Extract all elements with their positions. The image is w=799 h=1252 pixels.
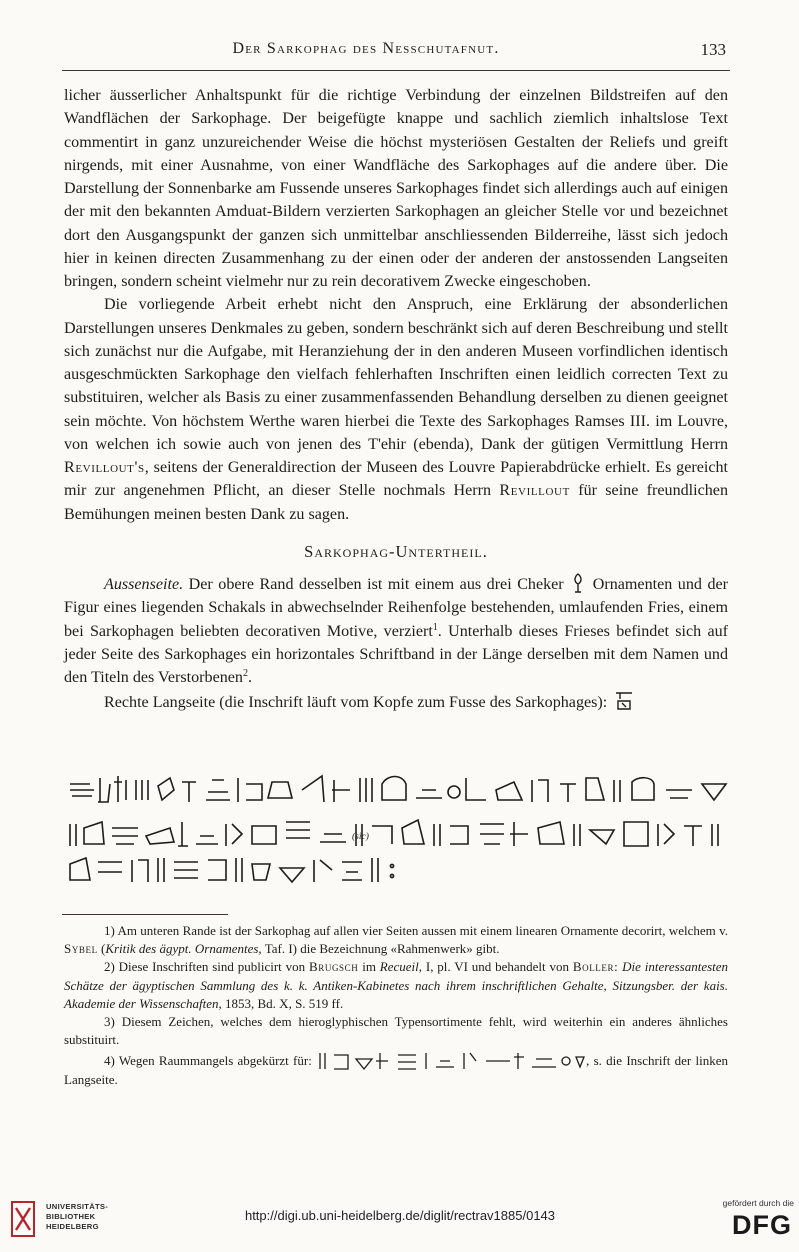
person-name-revillout-2: Revillout <box>499 482 570 500</box>
paragraph-2-text-a: Die vorliegende Arbeit erhebt nicht den Anspruch, eine Erklärung der absonderlichen Darstellungen unseres Denkmales zu geben, sondern beschränkt sich auf deren Beschreibung und stellt sich zunächst nur die Aufgabe, mit Heranziehung der in den anderen Museen vorfindlichen identisch ausgeschmückten Sarkophage den vielfach fehlerhaften Inschriften einen leidlich correcten Text zu substituiren, welcher als Basis zu einer zusammenfassenden Behandlung derselben zu dienen geeignet sein möchte. Von höchstem Werthe waren hierbei die Texte des Sarkophages Ramses III. im Louvre, von welchen ich sowie auch von jenen des T'ehir (ebenda), Dank der gütigen Vermittlung Herrn <box>64 296 728 453</box>
paragraph-3 <box>64 573 728 689</box>
footnote-4-text-a: 4) Wegen Raummangels abgekürzt für: <box>104 1053 312 1069</box>
footnote-2-name-brugsch: Brugsch <box>308 959 359 975</box>
footnote-2 <box>64 958 728 1013</box>
library-seal-icon <box>8 1200 38 1238</box>
hieroglyph-line-3 <box>66 850 406 890</box>
footnote-2-text-c: I, pl. VI und behandelt von <box>425 959 569 975</box>
footnote-1-text-a: 1) Am unteren Rande ist der Sarkophag auf allen vier Seiten aussen mit einem linearen Ornamente decorirt, welchem v. <box>104 923 728 938</box>
footnote-2-text-a: 2) Diese Inschriften sind publicirt von <box>104 959 306 975</box>
library-line-3: HEIDELBERG <box>46 1222 99 1231</box>
footnotes <box>64 922 728 1090</box>
body-text <box>64 84 728 715</box>
paragraph-2-text-b: , seitens der Generaldirection der Museen des Louvre Papierabdrücke erhielt. Es gereicht mir zur angenehmen Pflicht, an dieser Stelle nochmals Herrn <box>64 459 728 500</box>
footnote-ref-2[interactable]: 2 <box>242 668 248 679</box>
footnote-2-text-d: 1853, Bd. X, S. 519 ff. <box>225 995 344 1011</box>
footnote-rule <box>62 914 228 915</box>
running-title: Der Sarkophag des Nesschutafnut. <box>232 40 500 57</box>
paragraph-3-text-c: . Unterhalb dieses Frieses befindet sich auf jeder Seite des Sarkophages ein horizontales Schriftband in der Länge derselben mit dem Namen und den Titeln des Verstorbenen <box>64 622 728 686</box>
paragraph-3-end: . <box>247 669 252 686</box>
footnote-1-name: Sybel <box>64 941 98 957</box>
cheker-ornament-icon <box>571 573 585 593</box>
footnote-1 <box>64 922 728 958</box>
paragraph-2 <box>64 293 728 526</box>
header-rule <box>62 70 730 71</box>
library-logo[interactable] <box>8 1198 128 1240</box>
footnote-4-text-b: , s. die Inschrift der linken Langseite. <box>64 1053 728 1088</box>
hieroglyph-inline-icon <box>613 689 635 711</box>
hieroglyph-line-2 <box>66 814 730 854</box>
paragraph-4 <box>64 689 728 714</box>
footnote-1-paren: ( <box>100 941 106 957</box>
footnote-2-title-boller: Die interessantesten Schätze der ägyptischen Sammlung des k. k. Antiken-Kabinetes nach ihrem inschriftlichen Gehalte, Sitzungsber. der kais. Akademie der Wissenschaften, <box>64 959 729 1011</box>
footnote-ref-1[interactable]: 1 <box>432 621 438 633</box>
paragraph-3-text-b: Ornamenten und der Figur eines liegenden Schakals in abwechselnder Reihenfolge bestehenden, umlaufenden Fries, einem bei Sarkophagen beliebten decorativen Motive, verziert <box>64 576 729 640</box>
page-number: 133 <box>700 40 726 59</box>
section-heading: Sarkophag-Untertheil. <box>304 541 488 561</box>
footnote-2-text-b: im <box>362 959 376 975</box>
footnote-1-text-c: Taf. I) die Bezeichnung «Rahmenwerk» gibt. <box>264 941 500 957</box>
paragraph-3-text-a: Der obere Rand desselben ist mit einem aus drei Cheker <box>188 576 564 593</box>
library-name <box>46 1202 108 1232</box>
footnote-1-title: Kritik des ägypt. Ornamentes, <box>105 941 262 957</box>
person-name-revillout: Revillout's <box>64 459 145 476</box>
footnote-3: 3) Diesem Zeichen, welches dem hieroglyphischen Typensortimente fehlt, wird weiterhin ein anderes ähnliches substituirt. <box>64 1014 728 1048</box>
dfg-wordmark: DFG <box>732 1210 792 1240</box>
dfg-funding-note: gefördert durch die <box>722 1198 794 1208</box>
paragraph-2-text-c: für seine freundlichen Bemühungen meinen besten Dank zu sagen. <box>64 482 728 523</box>
library-line-2: BIBLIOTHEK <box>46 1212 96 1221</box>
footnote-4-hieroglyphs <box>316 1049 586 1071</box>
sic-annotation: (sic) <box>352 832 369 842</box>
paragraph-1: licher äusserlicher Anhaltspunkt für die richtige Verbindung der einzelnen Bildstreifen auf den Wandflächen der Sarkophage. Der beigefügte knappe und sachlich ziemlich inhaltslose Text commentirt in ganz unzureichender Weise die höchst mysteriösen Gestalten der Reliefs und greift nirgends, mit einer Ausnahme, von einer Wandfläche des Sarkophages auf die andere über. Die Darstellung der Sonnenbarke am Fussende unseres Sarkophages findet sich allerdings auch auf einigen der mit den bekannten Amduat-Bildern verzierten Sarkophagen an gleicher Stelle vor und bezeichnet dort den Ausgangspunkt der ganzen sich unmittelbar anschliessenden Bilderreihe, lässt sich jedoch hier in keinen directen Zusammenhang zu der einen oder der anderen der anstossenden Langseiten bringen, sondern scheint vielmehr nur zu rein decorativem Zwecke eingeschoben. <box>64 87 728 290</box>
library-line-1: UNIVERSITÄTS- <box>46 1202 109 1211</box>
hieroglyph-line-2-glyphs <box>66 814 730 854</box>
footnote-2-name-boller: Boller: <box>572 959 619 975</box>
hieroglyph-line-3-glyphs <box>66 850 406 890</box>
paragraph-4-text: Rechte Langseite (die Inschrift läuft vom Kopfe zum Fusse des Sarkophages): <box>104 694 608 712</box>
paragraph-3-lead: Aussenseite. <box>104 576 184 593</box>
page-header <box>62 40 730 66</box>
footnote-4 <box>64 1049 728 1089</box>
hieroglyph-line-1 <box>66 770 730 810</box>
source-url-link[interactable]: http://digi.ub.uni-heidelberg.de/diglit/rectrav1885/0143 <box>244 1208 556 1223</box>
footnote-2-title-recueil: Recueil, <box>379 959 423 975</box>
hieroglyph-line-1-glyphs <box>66 770 730 810</box>
dfg-logo[interactable] <box>700 1198 794 1244</box>
